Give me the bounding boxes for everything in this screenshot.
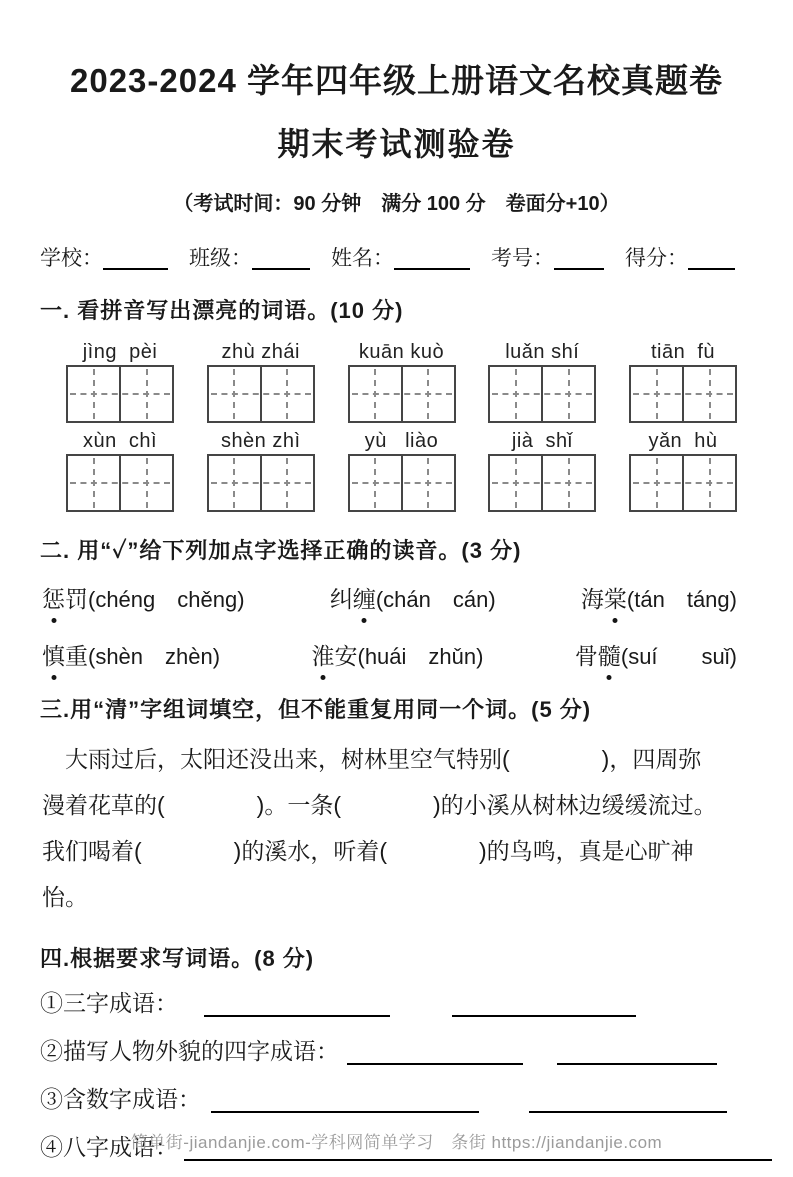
pinyin-group <box>348 428 456 512</box>
pinyin-options: (shèn zhèn) <box>88 644 221 669</box>
grid-cell <box>631 456 682 510</box>
paragraph-line: 漫着花草的( )。一条( )的小溪从树林边缓缓流过。 <box>42 792 717 818</box>
character: 骨 <box>574 643 598 669</box>
name-label: 姓名： <box>331 247 394 270</box>
watermark-text: 简单街-jiandanjie.com-学科网简单学习 条街 https://jiandanjie.com <box>130 1133 663 1152</box>
answer-blank <box>204 1007 390 1017</box>
grid-cell <box>260 367 313 421</box>
writing-grid-box <box>488 454 596 512</box>
school-label: 学校： <box>40 247 103 270</box>
dotted-character: 缠 <box>353 581 376 614</box>
exam-number-blank <box>554 268 604 270</box>
grid-cell <box>209 456 260 510</box>
character: 重 <box>65 643 88 669</box>
pinyin-label: luǎn shí <box>505 341 580 363</box>
grid-cell <box>682 456 735 510</box>
school-blank <box>103 268 168 270</box>
page-subtitle: 期末考试测验卷 <box>277 126 516 162</box>
writing-grid-box <box>66 454 174 512</box>
character: 纠 <box>329 586 353 612</box>
grid-cell <box>541 367 594 421</box>
section2-heading: 二. 用“✓”给下列加点字选择正确的读音。(3 分) <box>40 538 522 563</box>
pinyin-group <box>488 339 596 423</box>
class-label: 班级： <box>189 247 252 270</box>
idiom-item-2 <box>40 1027 765 1075</box>
pronunciation-choice-section <box>42 581 737 671</box>
pinyin-group <box>629 339 737 423</box>
pinyin-label: yù liào <box>364 430 439 452</box>
class-blank <box>252 268 310 270</box>
school-field <box>40 242 168 272</box>
grid-cell <box>260 456 313 510</box>
fill-in-paragraph <box>42 736 757 920</box>
name-blank <box>394 268 470 270</box>
answer-blank <box>452 1007 636 1017</box>
dotted-character: 淮 <box>312 638 335 671</box>
character: 安 <box>334 643 358 669</box>
answer-blank <box>347 1055 523 1065</box>
section4-heading: 四.根据要求写词语。(8 分) <box>40 946 315 971</box>
score-blank <box>688 268 735 270</box>
grid-cell <box>68 456 119 510</box>
exam-info-line: （考试时间：90 分钟 满分 100 分 卷面分+10） <box>173 193 620 215</box>
idiom-item-1 <box>40 979 765 1027</box>
pinyin-label: zhù zhái <box>221 341 300 363</box>
idiom-item-3-label: ③含数字成语： <box>40 1086 201 1112</box>
character: 罚 <box>65 586 88 612</box>
pinyin-label: kuān kuò <box>358 341 445 363</box>
dotted-character: 髓 <box>598 638 621 671</box>
pinyin-row-1 <box>66 339 737 423</box>
score-label: 得分： <box>625 247 688 270</box>
pinyin-label: yǎn hù <box>648 430 718 452</box>
pinyin-options: (suí suǐ) <box>620 644 737 669</box>
pinyin-writing-section <box>66 339 737 512</box>
writing-grid-box <box>66 365 174 423</box>
section1-heading: 一. 看拼音写出漂亮的词语。(10 分) <box>40 298 404 323</box>
writing-grid-box <box>348 365 456 423</box>
grid-cell <box>350 456 401 510</box>
score-field <box>625 242 735 272</box>
pinyin-group <box>207 428 315 512</box>
grid-cell <box>119 456 172 510</box>
grid-cell <box>541 456 594 510</box>
writing-grid-box <box>629 454 737 512</box>
pinyin-label: shèn zhì <box>220 430 301 452</box>
pinyin-group <box>488 428 596 512</box>
writing-grid-box <box>207 454 315 512</box>
pinyin-label: jìng pèi <box>82 341 158 363</box>
reading-row-1 <box>42 581 737 614</box>
page-title: 2023-2024 学年四年级上册语文名校真题卷 <box>70 62 723 99</box>
grid-cell <box>401 367 454 421</box>
word-item <box>581 581 737 614</box>
pinyin-group <box>348 339 456 423</box>
grid-cell <box>631 367 682 421</box>
dotted-character: 棠 <box>604 581 627 614</box>
dotted-character: 慎 <box>42 638 65 671</box>
exam-number-field <box>491 242 604 272</box>
grid-cell <box>682 367 735 421</box>
grid-cell <box>401 456 454 510</box>
pinyin-label: jià shǐ <box>511 430 573 452</box>
answer-blank <box>557 1055 717 1065</box>
pinyin-label: xùn chì <box>82 430 158 452</box>
pinyin-label: tiān fù <box>650 341 716 363</box>
word-item <box>42 581 245 614</box>
pinyin-options: (chán cán) <box>375 587 496 612</box>
paragraph-line: 我们喝着( )的溪水，听着( )的鸟鸣，真是心旷神 <box>42 838 694 864</box>
dotted-character: 惩 <box>42 581 65 614</box>
reading-row-2 <box>42 638 737 671</box>
paragraph-line: 怡。 <box>42 884 88 910</box>
pinyin-group <box>66 339 174 423</box>
class-field <box>189 242 310 272</box>
pinyin-options: (chéng chěng) <box>88 587 245 612</box>
pinyin-row-2 <box>66 428 737 512</box>
idiom-item-1-label: ①三字成语： <box>40 990 178 1016</box>
grid-cell <box>350 367 401 421</box>
writing-grid-box <box>348 454 456 512</box>
grid-cell <box>68 367 119 421</box>
idiom-item-3 <box>40 1075 765 1123</box>
exam-paper-page <box>0 55 793 1177</box>
idiom-item-2-label: ②描写人物外貌的四字成语： <box>40 1038 339 1064</box>
word-item <box>312 638 484 671</box>
writing-grid-box <box>488 365 596 423</box>
answer-blank <box>529 1103 727 1113</box>
answer-blank <box>211 1103 479 1113</box>
exam-number-label: 考号： <box>491 247 554 270</box>
grid-cell <box>490 367 541 421</box>
word-item <box>575 638 737 671</box>
idiom-item-4-label: ④八字成语： <box>40 1134 178 1160</box>
grid-cell <box>119 367 172 421</box>
word-item <box>330 581 496 614</box>
pinyin-options: (tán táng) <box>626 587 737 612</box>
section3-heading: 三.用“清”字组词填空，但不能重复用同一个词。(5 分) <box>40 697 592 722</box>
pinyin-group <box>629 428 737 512</box>
grid-cell <box>490 456 541 510</box>
name-field <box>331 242 470 272</box>
word-item <box>42 638 220 671</box>
writing-grid-box <box>629 365 737 423</box>
grid-cell <box>209 367 260 421</box>
pinyin-group <box>207 339 315 423</box>
pinyin-options: (huái zhǔn) <box>357 644 484 669</box>
character: 海 <box>580 586 604 612</box>
student-info-row <box>40 242 735 272</box>
writing-grid-box <box>207 365 315 423</box>
pinyin-group <box>66 428 174 512</box>
paragraph-line: 大雨过后，太阳还没出来，树林里空气特别( )，四周弥 <box>42 746 702 772</box>
